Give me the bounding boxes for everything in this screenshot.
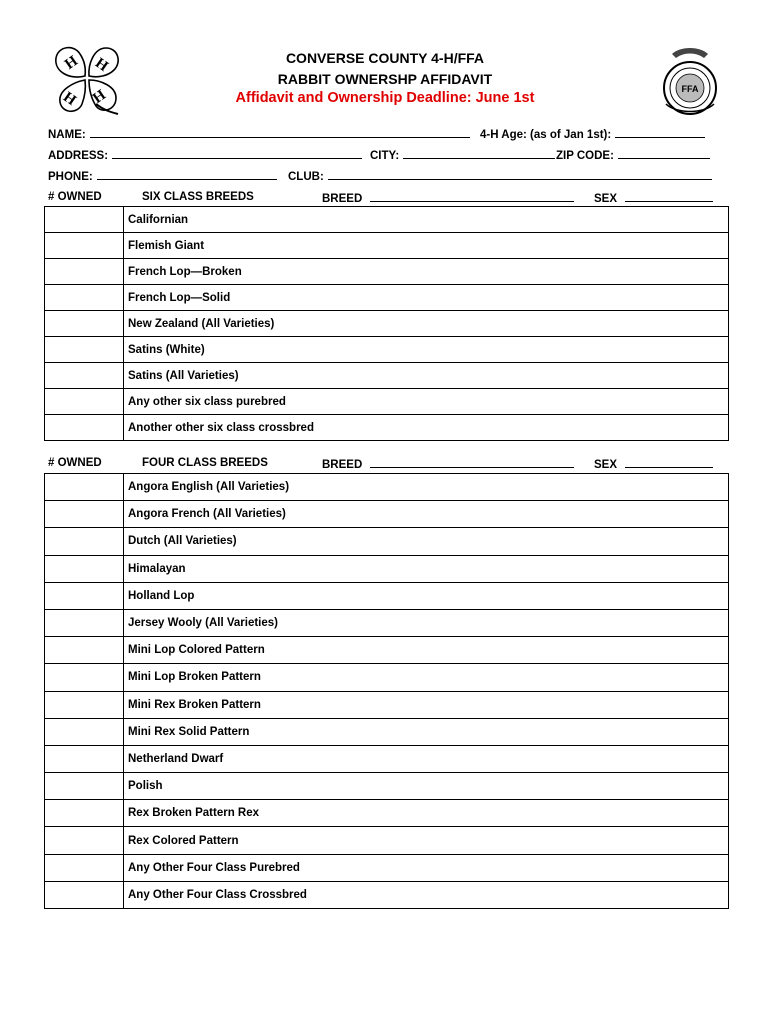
age-field[interactable]	[615, 127, 705, 138]
club-field[interactable]	[328, 169, 712, 180]
breed-name-cell: Any other six class purebred	[124, 389, 729, 415]
age-label: 4-H Age: (as of Jan 1st):	[480, 129, 612, 141]
table-row	[45, 827, 729, 854]
six-sex-row	[594, 191, 713, 205]
six-owned-header: # OWNED	[48, 191, 102, 203]
table-row	[45, 745, 729, 772]
owned-count-cell[interactable]	[45, 337, 124, 363]
owned-count-cell[interactable]	[45, 637, 124, 664]
city-field[interactable]	[403, 148, 555, 159]
table-row	[45, 474, 729, 501]
breed-name-cell: Flemish Giant	[124, 233, 729, 259]
table-row	[45, 285, 729, 311]
owned-count-cell[interactable]	[45, 773, 124, 800]
table-row	[45, 881, 729, 908]
owned-count-cell[interactable]	[45, 718, 124, 745]
age-row	[480, 127, 705, 141]
table-row	[45, 664, 729, 691]
four-sex-row	[594, 457, 713, 471]
six-breed-row	[322, 191, 574, 205]
owned-count-cell[interactable]	[45, 415, 124, 441]
breed-name-cell: French Lop—Broken	[124, 259, 729, 285]
six-sex-label: SEX	[594, 193, 618, 205]
breed-name-cell: Polish	[124, 773, 729, 800]
breed-name-cell: Rex Colored Pattern	[124, 827, 729, 854]
svg-text:H: H	[62, 53, 81, 73]
name-row	[48, 127, 470, 141]
owned-count-cell[interactable]	[45, 881, 124, 908]
form-title-county: CONVERSE COUNTY 4-H/FFA	[285, 50, 485, 66]
city-label: CITY:	[370, 150, 400, 162]
name-field[interactable]	[90, 127, 470, 138]
breed-name-cell: French Lop—Solid	[124, 285, 729, 311]
owned-count-cell[interactable]	[45, 389, 124, 415]
owned-count-cell[interactable]	[45, 528, 124, 555]
owned-count-cell[interactable]	[45, 474, 124, 501]
table-row	[45, 528, 729, 555]
breed-name-cell: Mini Lop Colored Pattern	[124, 637, 729, 664]
four-breed-field[interactable]	[370, 457, 574, 468]
svg-text:H: H	[92, 55, 111, 75]
svg-text:H: H	[90, 87, 109, 107]
table-row	[45, 311, 729, 337]
owned-count-cell[interactable]	[45, 854, 124, 881]
owned-count-cell[interactable]	[45, 827, 124, 854]
four-owned-header: # OWNED	[48, 457, 102, 469]
breed-name-cell: Mini Rex Broken Pattern	[124, 691, 729, 718]
breed-name-cell: Another other six class crossbred	[124, 415, 729, 441]
zip-field[interactable]	[618, 148, 710, 159]
breed-name-cell: Dutch (All Varieties)	[124, 528, 729, 555]
table-row	[45, 773, 729, 800]
table-row	[45, 389, 729, 415]
table-row	[45, 800, 729, 827]
address-label: ADDRESS:	[48, 150, 109, 162]
table-row	[45, 718, 729, 745]
breed-name-cell: Satins (All Varieties)	[124, 363, 729, 389]
four-sex-field[interactable]	[625, 457, 713, 468]
form-title-affidavit: RABBIT OWNERSHP AFFIDAVIT	[277, 71, 493, 87]
breed-name-cell: Any Other Four Class Purebred	[124, 854, 729, 881]
table-row	[45, 207, 729, 233]
deadline-notice: Affidavit and Ownership Deadline: June 1st	[235, 90, 535, 106]
breed-name-cell: Angora French (All Varieties)	[124, 501, 729, 528]
owned-count-cell[interactable]	[45, 363, 124, 389]
breed-name-cell: New Zealand (All Varieties)	[124, 311, 729, 337]
table-row	[45, 691, 729, 718]
table-row	[45, 363, 729, 389]
table-row	[45, 637, 729, 664]
four-breeds-header: FOUR CLASS BREEDS	[142, 457, 268, 469]
city-row	[370, 148, 555, 162]
address-row	[48, 148, 362, 162]
breed-name-cell: Satins (White)	[124, 337, 729, 363]
owned-count-cell[interactable]	[45, 745, 124, 772]
phone-field[interactable]	[97, 169, 277, 180]
six-sex-field[interactable]	[625, 191, 713, 202]
breed-name-cell: Himalayan	[124, 555, 729, 582]
breed-name-cell: Any Other Four Class Crossbred	[124, 881, 729, 908]
table-row	[45, 233, 729, 259]
four-breed-row	[322, 457, 574, 471]
zip-row	[556, 148, 710, 162]
owned-count-cell[interactable]	[45, 311, 124, 337]
owned-count-cell[interactable]	[45, 259, 124, 285]
breed-name-cell: Mini Lop Broken Pattern	[124, 664, 729, 691]
six-breed-label: BREED	[322, 193, 363, 205]
six-breed-field[interactable]	[370, 191, 574, 202]
owned-count-cell[interactable]	[45, 664, 124, 691]
breed-name-cell: Rex Broken Pattern Rex	[124, 800, 729, 827]
table-row	[45, 415, 729, 441]
phone-label: PHONE:	[48, 171, 93, 183]
club-row	[288, 169, 712, 183]
table-row	[45, 609, 729, 636]
address-field[interactable]	[112, 148, 362, 159]
club-label: CLUB:	[288, 171, 324, 183]
four-class-table	[44, 473, 729, 909]
owned-count-cell[interactable]	[45, 233, 124, 259]
phone-row	[48, 169, 277, 183]
owned-count-cell[interactable]	[45, 285, 124, 311]
table-row	[45, 555, 729, 582]
owned-count-cell[interactable]	[45, 582, 124, 609]
breed-name-cell: Mini Rex Solid Pattern	[124, 718, 729, 745]
table-row	[45, 854, 729, 881]
breed-name-cell: Californian	[124, 207, 729, 233]
owned-count-cell[interactable]	[45, 609, 124, 636]
owned-count-cell[interactable]	[45, 800, 124, 827]
six-breeds-header: SIX CLASS BREEDS	[142, 191, 254, 203]
table-row	[45, 501, 729, 528]
table-row	[45, 337, 729, 363]
table-row	[45, 259, 729, 285]
breed-name-cell: Jersey Wooly (All Varieties)	[124, 609, 729, 636]
six-class-table	[44, 206, 729, 441]
breed-name-cell: Holland Lop	[124, 582, 729, 609]
owned-count-cell[interactable]	[45, 691, 124, 718]
zip-label: ZIP CODE:	[556, 150, 614, 162]
four-sex-label: SEX	[594, 459, 618, 471]
four-breed-label: BREED	[322, 459, 363, 471]
breed-name-cell: Angora English (All Varieties)	[124, 474, 729, 501]
owned-count-cell[interactable]	[45, 501, 124, 528]
svg-text:FFA: FFA	[681, 84, 699, 94]
table-row	[45, 582, 729, 609]
owned-count-cell[interactable]	[45, 555, 124, 582]
name-label: NAME:	[48, 129, 86, 141]
breed-name-cell: Netherland Dwarf	[124, 745, 729, 772]
owned-count-cell[interactable]	[45, 207, 124, 233]
svg-text:H: H	[60, 89, 79, 109]
